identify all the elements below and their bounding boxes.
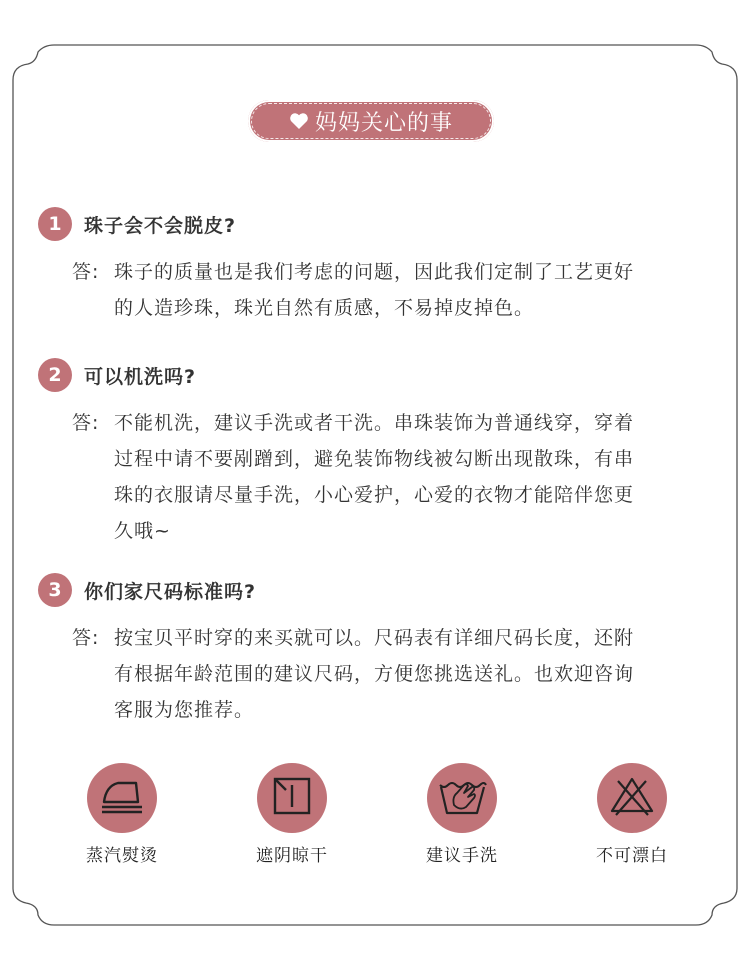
question-text: 可以机洗吗?: [84, 365, 197, 388]
answer-text: 不能机洗，建议手洗或者干洗。串珠装饰为普通线穿，穿着 过程中请不要剐蹭到，避免装饰物线被勾断出现散珠，有串 珠的衣服请尽量手洗，小心爱护，心爱的衣物才能陪伴您更 久哦~: [114, 412, 635, 542]
care-label: 遮阴晾干: [256, 846, 328, 866]
heart-icon: [289, 112, 309, 130]
care-item-shade-dry: [227, 763, 357, 866]
number-badge: 1: [38, 207, 72, 241]
care-label: 建议手洗: [426, 846, 498, 866]
header-title: 妈妈关心的事: [314, 110, 453, 136]
care-instructions: [0, 763, 750, 866]
faq-item-2: [38, 357, 698, 549]
care-label: 不可漂白: [596, 846, 668, 866]
care-item-no-bleach: [567, 763, 697, 866]
question-text: 珠子会不会脱皮?: [84, 214, 237, 237]
iron-icon: [94, 772, 150, 824]
care-item-steam-iron: [57, 763, 187, 866]
answer-text: 按宝贝平时穿的来买就可以。尺码表有详细尺码长度，还附 有根据年龄范围的建议尺码，方便您挑选送礼。也欢迎咨询 客服为您推荐。: [114, 627, 635, 721]
faq-item-3: [38, 572, 698, 728]
header-pill: [248, 100, 494, 142]
answer-prefix: 答:: [72, 627, 100, 649]
care-label: 蒸汽熨烫: [86, 846, 158, 866]
no-bleach-icon: [606, 771, 658, 825]
answer-text: 珠子的质量也是我们考虑的问题，因此我们定制了工艺更好 的人造珍珠，珠光自然有质感，不易掉皮掉色。: [114, 261, 635, 319]
care-item-hand-wash: [397, 763, 527, 866]
question-text: 你们家尺码标准吗?: [84, 580, 257, 603]
answer-prefix: 答:: [72, 261, 100, 283]
shade-dry-icon: [267, 771, 317, 825]
number-badge: 3: [38, 573, 72, 607]
answer-prefix: 答:: [72, 412, 100, 434]
faq-item-1: [38, 206, 698, 326]
hand-wash-icon: [434, 771, 490, 825]
number-badge: 2: [38, 358, 72, 392]
